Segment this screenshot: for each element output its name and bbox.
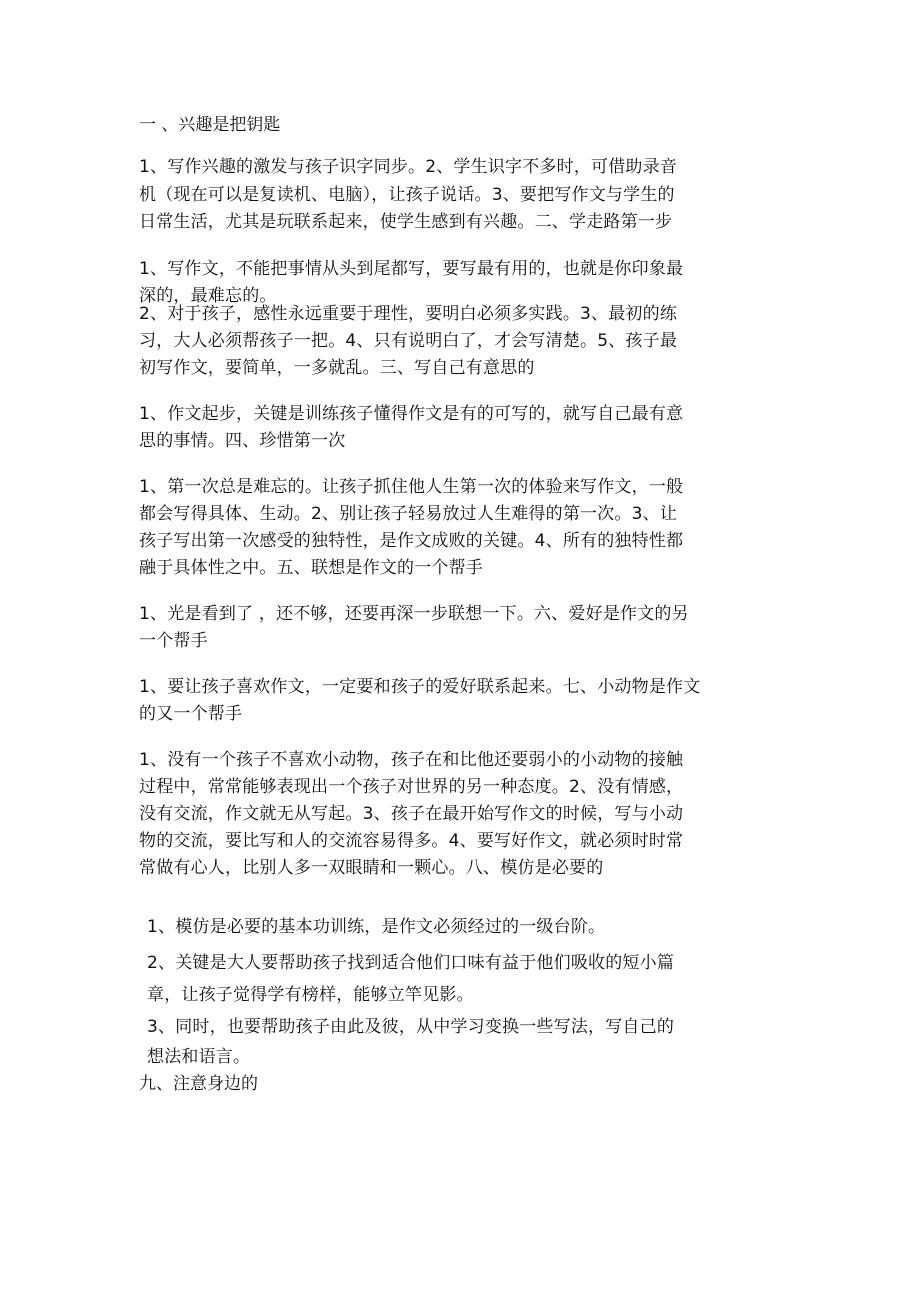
text-line: 一个帮手 <box>139 631 208 651</box>
text-line: 过程中，常常能够表现出一个孩子对世界的另一种态度。2、没有情感， <box>139 777 684 797</box>
text-line: 1、要让孩子喜欢作文，一定要和孩子的爱好联系起来。七、小动物是作文 <box>139 677 701 697</box>
section-heading-9: 九、注意身边的 <box>139 1074 258 1094</box>
text-line: 1、没有一个孩子不喜欢小动物，孩子在和比他还要弱小的小动物的接触 <box>139 750 684 770</box>
text-line: 孩子写出第一次感受的独特性，是作文成败的关键。4、所有的独特性都 <box>139 531 684 551</box>
text-line: 1、写作文，不能把事情从头到尾都写，要写最有用的，也就是你印象最 <box>139 259 684 279</box>
text-line: 初写作文，要简单，一多就乱。三、写自己有意思的 <box>139 358 535 378</box>
text-line: 1、作文起步，关键是训练孩子懂得作文是有的可写的，就写自己最有意 <box>139 404 684 424</box>
text-line: 章，让孩子觉得学有榜样，能够立竿见影。 <box>147 985 474 1005</box>
text-line: 1、写作兴趣的激发与孩子识字同步。2、学生识字不多时，可借助录音 <box>139 157 678 177</box>
text-line: 3、同时，也要帮助孩子由此及彼，从中学习变换一些写法，写自己的 <box>147 1017 675 1037</box>
text-line: 的又一个帮手 <box>139 704 243 724</box>
text-line: 融于具体性之中。五、联想是作文的一个帮手 <box>139 558 483 578</box>
text-line: 习，大人必须帮孩子一把。4、只有说明白了，才会写清楚。5、孩子最 <box>139 331 678 351</box>
text-line: 常做有心人，比别人多一双眼睛和一颗心。八、模仿是必要的 <box>139 858 604 878</box>
text-line: 没有交流，作文就无从写起。3、孩子在最开始写作文的时候，写与小动 <box>139 804 684 824</box>
text-line: 1、第一次总是难忘的。让孩子抓住他人生第一次的体验来写作文，一般 <box>139 477 684 497</box>
text-line: 日常生活，尤其是玩联系起来，使学生感到有兴趣。二、学走路第一步 <box>139 212 673 232</box>
section-heading-1: 一 、兴趣是把钥匙 <box>139 115 281 135</box>
text-line: 都会写得具体、生动。2、别让孩子轻易放过人生难得的第一次。3、让 <box>139 504 678 524</box>
text-line: 1、模仿是必要的基本功训练，是作文必须经过的一级台阶。 <box>147 917 606 937</box>
text-line: 2、关键是大人要帮助孩子找到适合他们口味有益于他们吸收的短小篇 <box>147 953 675 973</box>
text-line: 1、光是看到了 ，还不够，还要再深一步联想一下。六、爱好是作文的另 <box>139 604 689 624</box>
text-line: 思的事情。四、珍惜第一次 <box>139 431 346 451</box>
text-line: 机（现在可以是复读机、电脑），让孩子说话。3、要把写作文与学生的 <box>139 185 675 205</box>
text-line: 物的交流，要比写和人的交流容易得多。4、要写好作文，就必须时时常 <box>139 831 684 851</box>
text-line: 想法和语言。 <box>147 1047 251 1067</box>
text-line: 2、对于孩子，感性永远重要于理性，要明白必须多实践。3、最初的练 <box>139 304 678 324</box>
text-line: 深的，最难忘的。 <box>139 286 277 306</box>
